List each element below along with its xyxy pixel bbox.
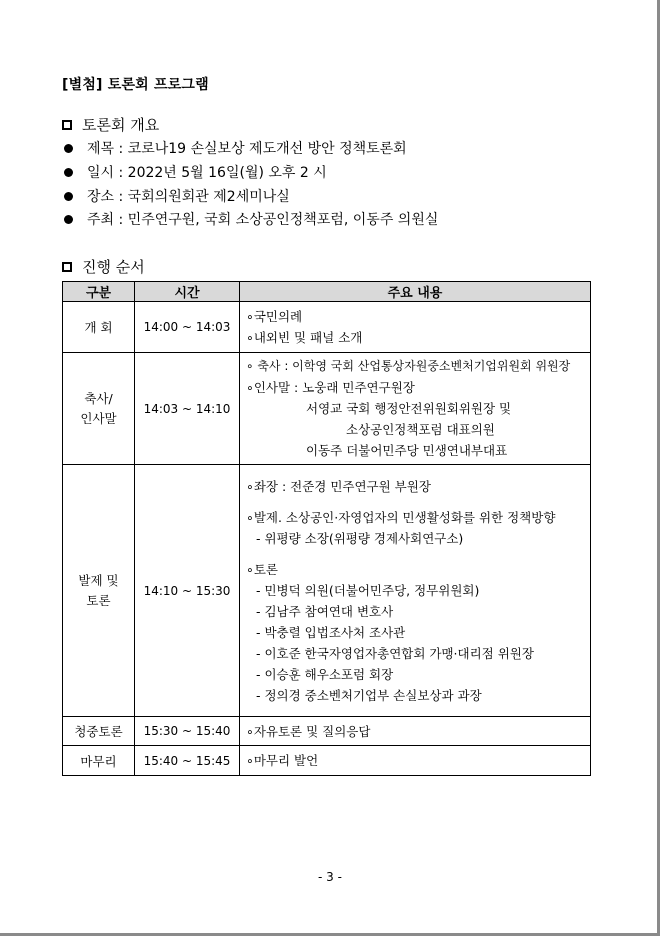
- panelist-line: - 정의경 중소벤처기업부 손실보상과 과장: [256, 687, 482, 703]
- program-table: [62, 281, 591, 776]
- content-line: ∘마무리 발언: [246, 753, 319, 768]
- overview-heading-text: 토론회 개요: [82, 116, 160, 134]
- section-line: 인사말: [80, 410, 117, 426]
- time-cell: 14:10 ~ 15:30: [135, 465, 240, 717]
- content-line: ∘ 축사 : 이학영 국회 산업통상자원중소벤처기업위원회 위원장: [246, 359, 571, 373]
- table-row: [63, 717, 591, 746]
- content-cell: [240, 353, 591, 465]
- overview-item: [64, 186, 290, 206]
- overview-heading: [62, 114, 159, 135]
- table-row: [63, 302, 591, 353]
- overview-item: [64, 209, 438, 229]
- presenter-line: - 위평량 소장(위평량 경제사회연구소): [256, 530, 464, 546]
- panelist-line: - 이호준 한국자영업자총연합회 가맹·대리점 위원장: [256, 645, 534, 661]
- checkbox-square-icon: [62, 262, 72, 272]
- page-number: - 3 -: [318, 870, 342, 884]
- section-cell: [63, 353, 135, 465]
- section-cell: 마무리: [63, 746, 135, 776]
- time-cell: 14:00 ~ 14:03: [135, 302, 240, 353]
- time-cell: 14:03 ~ 14:10: [135, 353, 240, 465]
- content-cell: [240, 302, 591, 353]
- content-cell: [240, 746, 591, 776]
- checkbox-square-icon: [62, 120, 72, 130]
- order-heading: [62, 256, 145, 277]
- page-title: [별첨] 토론회 프로그램: [62, 77, 209, 93]
- header-time: 시간: [135, 282, 240, 302]
- content-line: 서영교 국회 행정안전위원회위원장 및: [306, 401, 512, 416]
- time-cell: 15:30 ~ 15:40: [135, 717, 240, 746]
- panelist-line: - 이승훈 해우소포럼 회장: [256, 666, 394, 682]
- presentation-line: ∘발제. 소상공인·자영업자의 민생활성화를 위한 정책방향: [246, 509, 556, 525]
- header-content: 주요 내용: [240, 282, 591, 302]
- overview-item-text: 제목 : 코로나19 손실보상 제도개선 방안 정책토론회: [87, 141, 407, 157]
- overview-item-text: 장소 : 국회의원회관 제2세미나실: [87, 189, 290, 205]
- overview-item-text: 일시 : 2022년 5월 16일(월) 오후 2 시: [87, 165, 327, 181]
- content-line: 소상공인정책포럼 대표의원: [346, 422, 495, 437]
- bullet-dot-icon: [64, 215, 73, 224]
- section-cell: [63, 465, 135, 717]
- content-line: 이동주 더불어민주당 민생연내부대표: [306, 443, 508, 458]
- table-header-row: [63, 282, 591, 302]
- panelist-line: - 민병덕 의원(더불어민주당, 정무위원회): [256, 582, 480, 598]
- overview-item-text: 주최 : 민주연구원, 국회 소상공인정책포럼, 이동주 의원실: [87, 212, 439, 228]
- section-line: 토론: [86, 592, 111, 608]
- section-cell: 청중토론: [63, 717, 135, 746]
- content-line: ∘인사말 : 노웅래 민주연구원장: [246, 380, 415, 395]
- content-line: ∘국민의례: [246, 309, 303, 324]
- time-cell: 15:40 ~ 15:45: [135, 746, 240, 776]
- table-row: [63, 465, 591, 717]
- table-row: [63, 353, 591, 465]
- order-heading-text: 진행 순서: [82, 258, 145, 276]
- content-cell: [240, 717, 591, 746]
- section-line: 축사/: [84, 390, 113, 406]
- bullet-dot-icon: [64, 168, 73, 177]
- chair-line: ∘좌장 : 전준경 민주연구원 부원장: [246, 478, 431, 494]
- discussion-line: ∘토론: [246, 561, 278, 577]
- content-line: ∘자유토론 및 질의응답: [246, 723, 371, 739]
- table-row: [63, 746, 591, 776]
- content-cell: [240, 465, 591, 717]
- section-line: 발제 및: [78, 572, 119, 588]
- overview-item: [64, 162, 327, 182]
- section-cell: 개 회: [63, 302, 135, 353]
- header-section: 구분: [63, 282, 135, 302]
- content-line: ∘내외빈 및 패널 소개: [246, 330, 363, 345]
- bullet-dot-icon: [64, 192, 73, 201]
- bullet-dot-icon: [64, 144, 73, 153]
- panelist-line: - 김남주 참여연대 변호사: [256, 603, 394, 619]
- overview-item: [64, 138, 407, 158]
- panelist-line: - 박충렬 입법조사처 조사관: [256, 624, 406, 640]
